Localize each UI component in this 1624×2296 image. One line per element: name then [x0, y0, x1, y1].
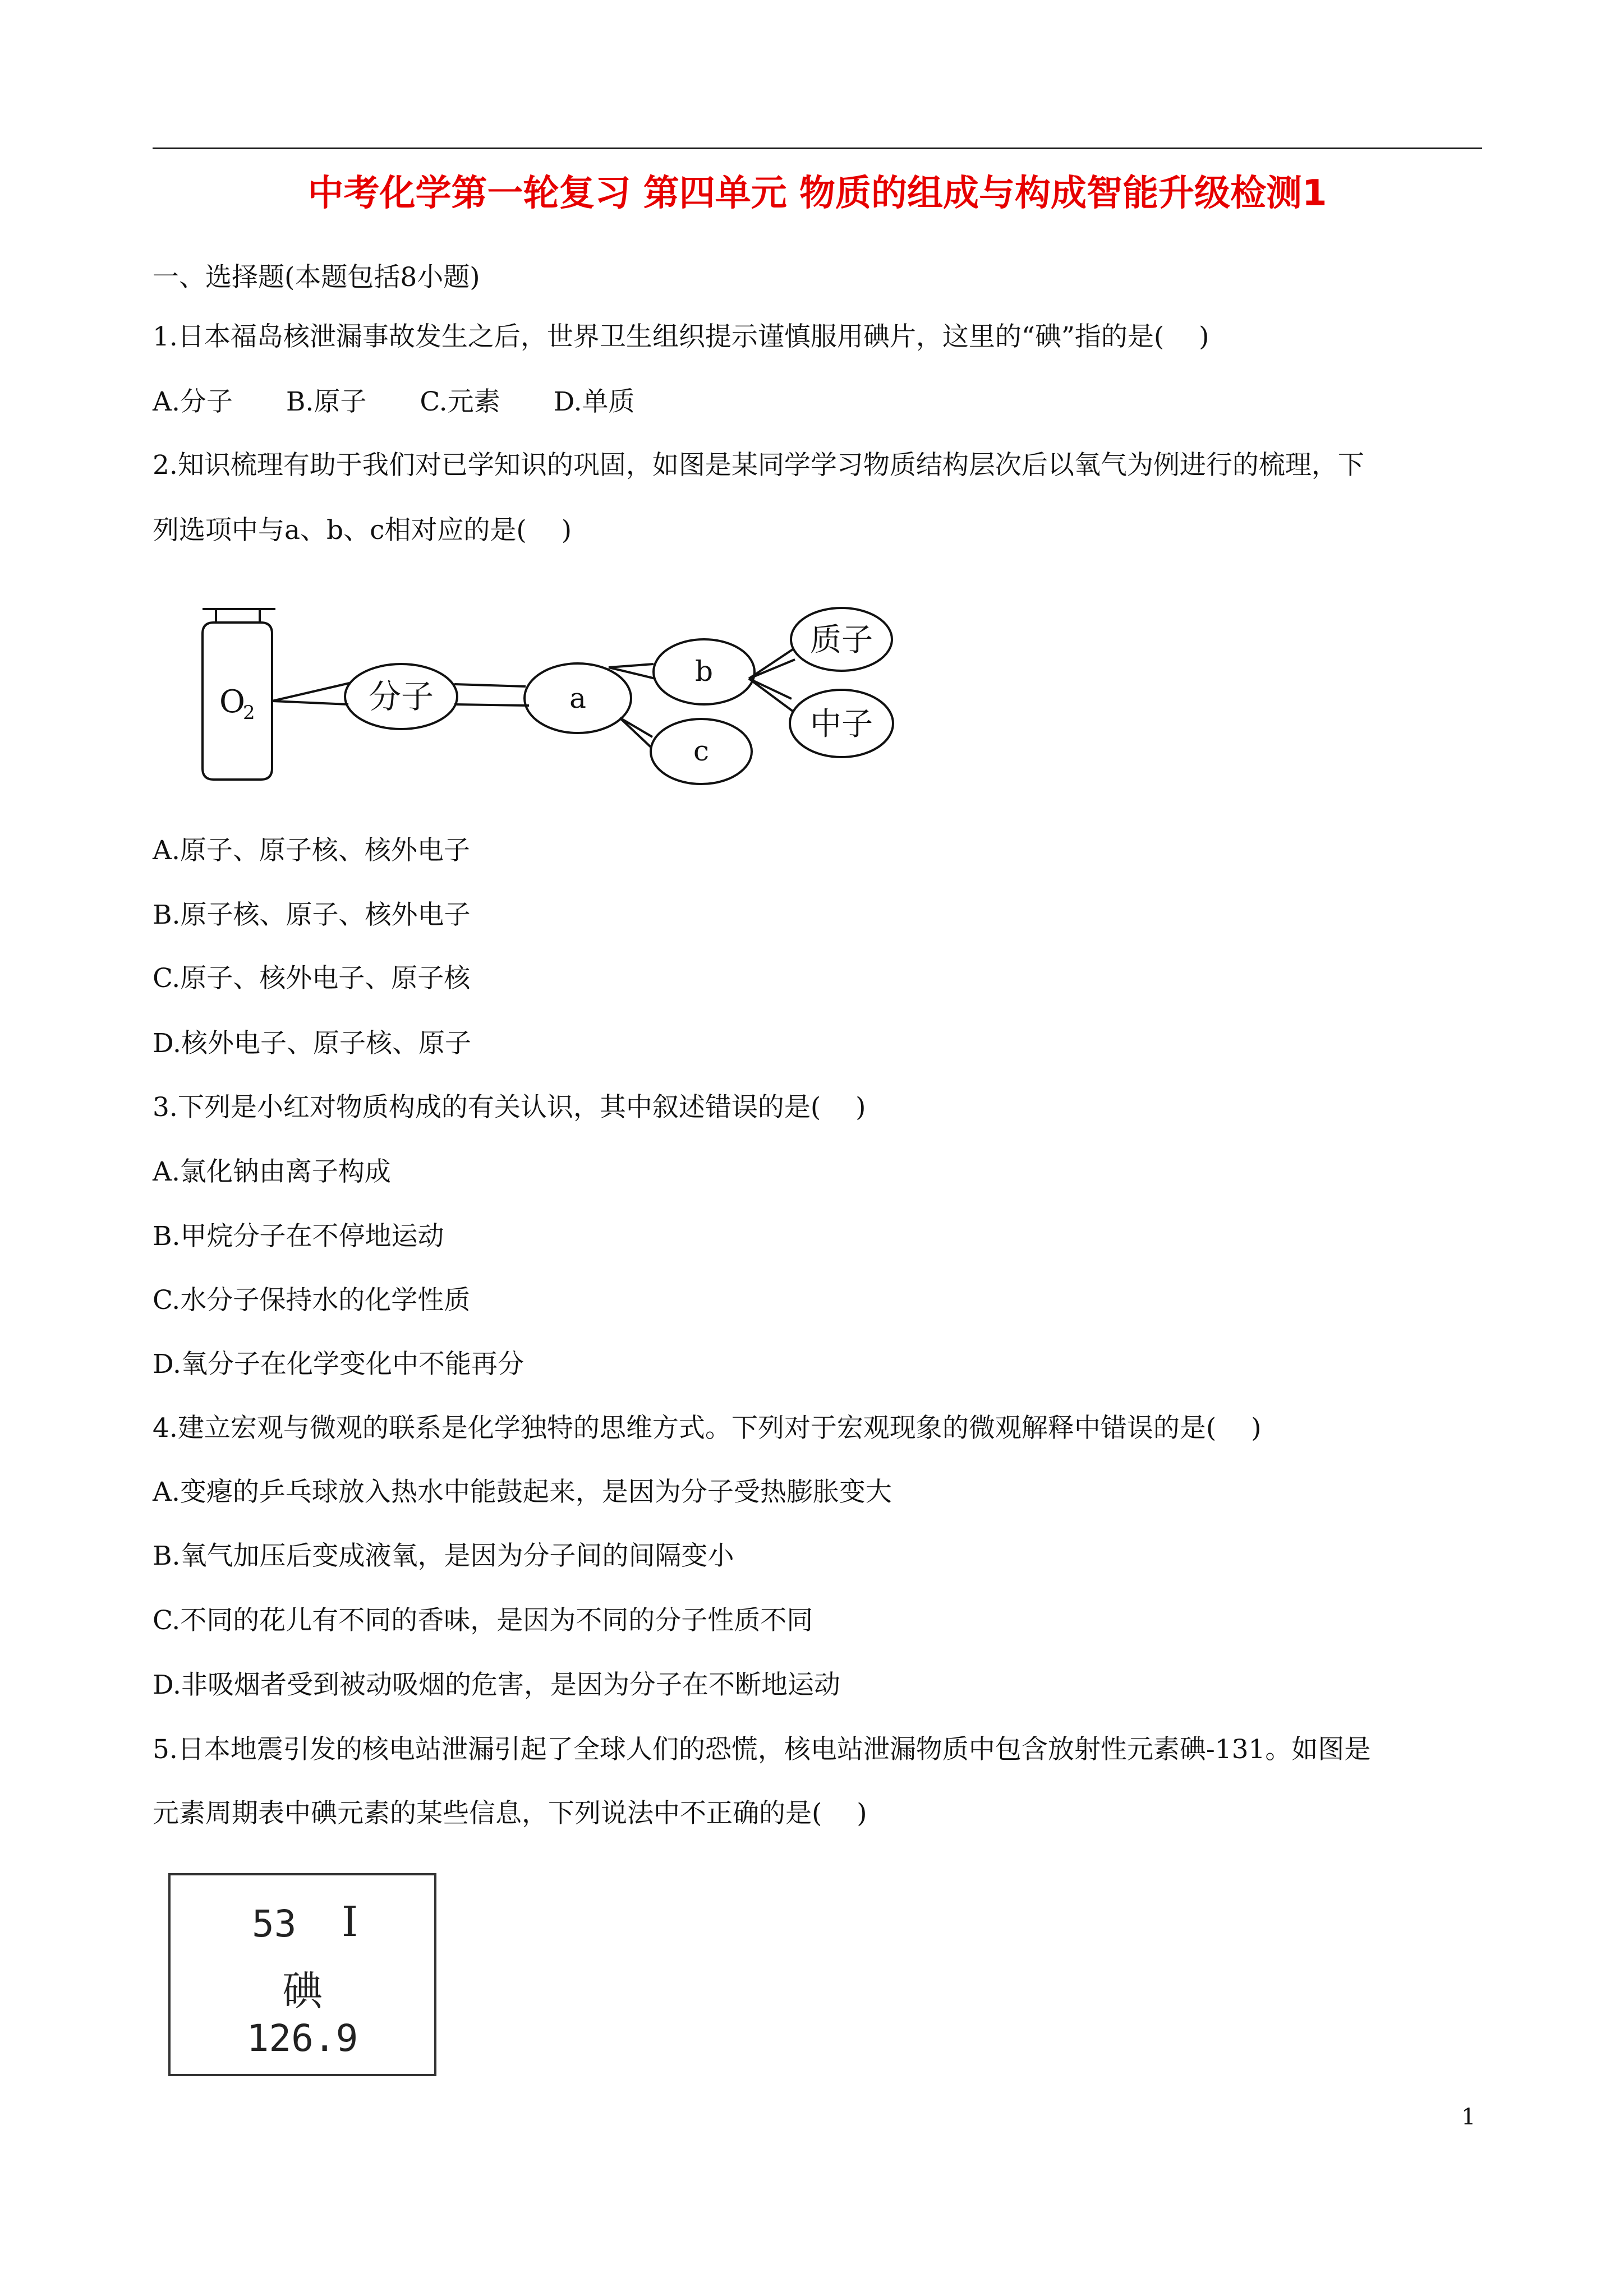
page-title: 中考化学第一轮复习 第四单元 物质的组成与构成智能升级检测1 [307, 173, 1327, 214]
connector-b-neutron [749, 679, 793, 711]
q4-option-b: B.氧气加压后变成液氧，是因为分子间的间隔变小 [153, 1541, 734, 1571]
a-label: a [569, 682, 586, 714]
bottle-subscript: 2 [243, 702, 255, 724]
q2-option-c: C.原子、核外电子、原子核 [153, 963, 471, 994]
q5-stem-line2: 元素周期表中碘元素的某些信息，下列说法中不正确的是( ) [153, 1798, 867, 1829]
q1-options [153, 384, 688, 421]
b-label: b [694, 655, 714, 688]
element-name: 碘 [282, 1967, 323, 2014]
neutron-label: 中子 [810, 706, 873, 743]
bottle-neck [216, 609, 260, 623]
q5-stem-line1: 5.日本地震引发的核电站泄漏引起了全球人们的恐慌，核电站泄漏物质中包含放射性元素碘-131。如图是 [153, 1734, 1371, 1765]
q1-option-d: D.单质 [553, 386, 635, 417]
q2-option-a: A.原子、原子核、核外电子 [153, 835, 470, 866]
q3-option-d: D.氧分子在化学变化中不能再分 [153, 1349, 524, 1380]
connector-molecule-a [454, 684, 529, 706]
connector-bottle-molecule [272, 683, 349, 704]
bottle-label: O [219, 684, 245, 720]
q1-option-c: C.元素 [420, 386, 500, 417]
q3-stem: 3.下列是小红对物质构成的有关认识，其中叙述错误的是( ) [153, 1092, 866, 1123]
q4-stem: 4.建立宏观与微观的联系是化学独特的思维方式。下列对于宏观现象的微观解释中错误的是( ) [153, 1413, 1262, 1444]
proton-label: 质子 [810, 622, 873, 658]
header-rule [153, 147, 1482, 149]
q4-option-d: D.非吸烟者受到被动吸烟的危害，是因为分子在不断地运动 [153, 1670, 840, 1700]
q2-stem-line1: 2.知识梳理有助于我们对已学知识的巩固，如图是某同学学习物质结构层次后以氧气为例进行的梳理，下 [153, 450, 1364, 481]
q4-option-c: C.不同的花儿有不同的香味，是因为不同的分子性质不同 [153, 1605, 813, 1636]
q1-stem: 1.日本福岛核泄漏事故发生之后，世界卫生组织提示谨慎服用碘片，这里的“碘”指的是( ) [153, 321, 1209, 352]
structure-diagram [182, 600, 923, 791]
q1-option-a: A.分子 [153, 386, 233, 417]
page-number: 1 [1461, 2104, 1476, 2130]
atomic-number: 53 [252, 1902, 297, 1945]
q3-option-c: C.水分子保持水的化学性质 [153, 1285, 471, 1316]
q2-stem-line2: 列选项中与a、b、c相对应的是( ) [153, 515, 572, 546]
element-card-iodine [168, 1873, 436, 2076]
q4-option-a: A.变瘪的乒乓球放入热水中能鼓起来，是因为分子受热膨胀变大 [153, 1477, 892, 1507]
molecule-label: 分子 [368, 677, 434, 716]
c-label: c [693, 735, 710, 767]
connector-a-c [620, 718, 652, 747]
q1-option-b: B.原子 [286, 386, 367, 417]
connector-b-proton [749, 649, 795, 679]
connector-a-b [609, 664, 655, 679]
atomic-mass: 126.9 [246, 2017, 358, 2060]
section-heading: 一、选择题(本题包括8小题) [153, 262, 480, 293]
q3-option-a: A.氯化钠由离子构成 [153, 1156, 391, 1187]
q3-option-b: B.甲烷分子在不停地运动 [153, 1221, 444, 1252]
q2-option-b: B.原子核、原子、核外电子 [153, 900, 471, 930]
element-symbol: I [342, 1898, 358, 1946]
q2-option-d: D.核外电子、原子核、原子 [153, 1028, 471, 1059]
